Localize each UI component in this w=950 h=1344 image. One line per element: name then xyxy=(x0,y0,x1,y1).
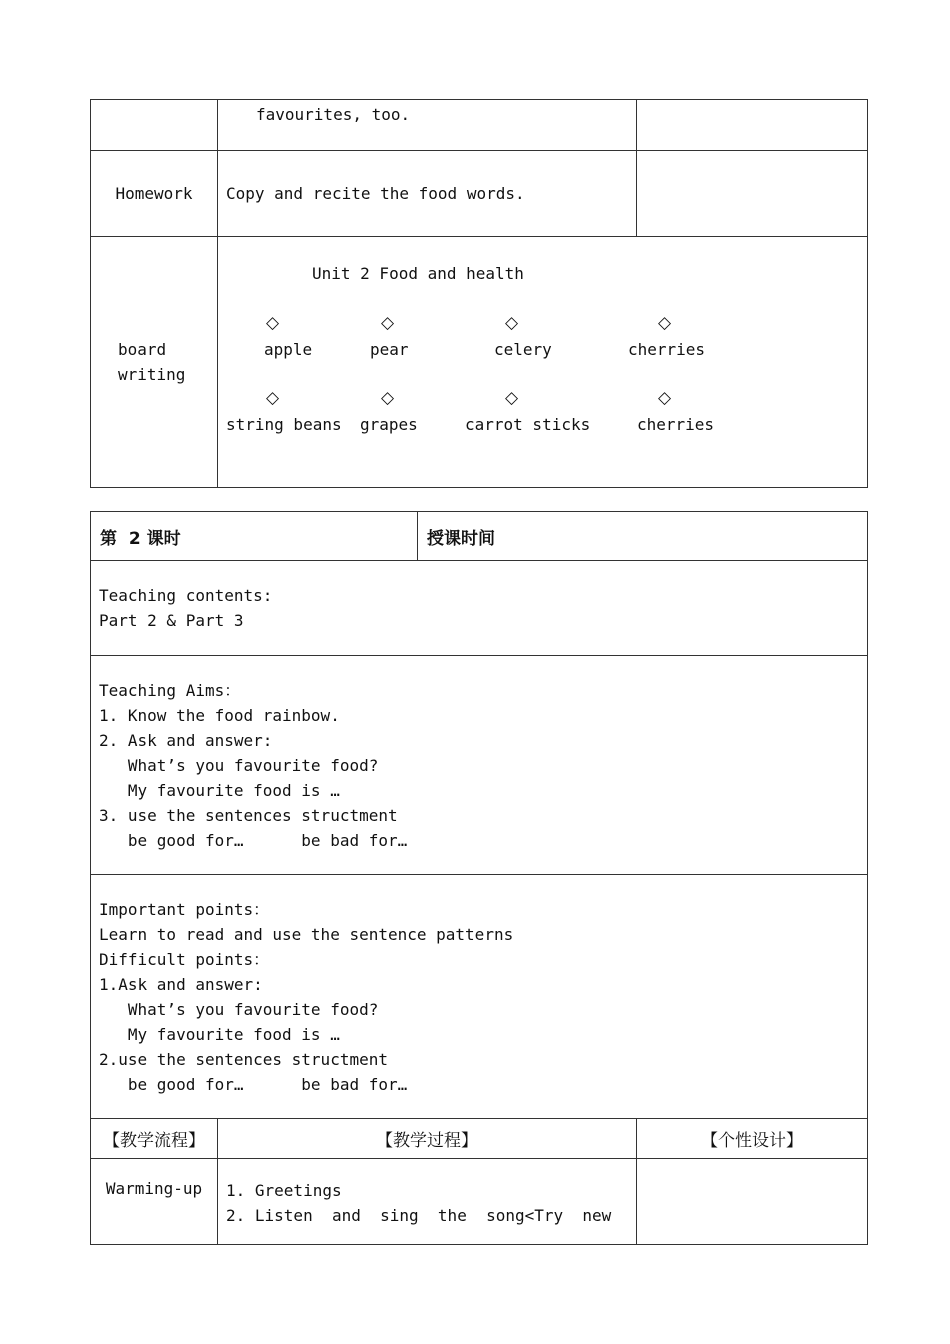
diamond-icon: ◇ xyxy=(381,313,395,333)
aims-line: be good for… be bad for… xyxy=(99,830,408,850)
aims-line: What’s you favourite food? xyxy=(99,755,379,775)
warmup-step: 1. Greetings xyxy=(226,1181,342,1200)
homework-label-cell xyxy=(91,151,218,237)
homework-content-cell xyxy=(218,151,637,237)
diamond-icon: ◇ xyxy=(658,388,672,408)
points-line: 1.Ask and answer: xyxy=(99,974,263,994)
diamond-icon: ◇ xyxy=(658,313,672,333)
points-line: What’s you favourite food? xyxy=(99,999,379,1019)
board-title: Unit 2 Food and health xyxy=(312,264,524,283)
food-word: carrot sticks xyxy=(465,415,591,434)
points-line: 2.use the sentences structment xyxy=(99,1049,388,1069)
board-writing-label-cell xyxy=(91,237,218,488)
teaching-aims-cell xyxy=(91,656,868,875)
lesson-number: 第 2 课时 xyxy=(100,528,181,549)
points-line: Important points： xyxy=(99,899,270,919)
table-row xyxy=(91,656,868,875)
lesson-table-1 xyxy=(90,99,868,488)
contents-line: Part 2 & Part 3 xyxy=(99,611,244,630)
content-cell xyxy=(218,100,637,151)
table-row xyxy=(91,512,868,561)
homework-label: Homework xyxy=(115,184,193,203)
diamond-icon: ◇ xyxy=(505,388,519,408)
table-row xyxy=(91,237,868,488)
design-header-cell xyxy=(637,1119,868,1159)
points-line: My favourite food is … xyxy=(99,1024,340,1044)
design-cell xyxy=(637,151,868,237)
board-writing-area xyxy=(218,237,866,487)
contents-line: Teaching contents: xyxy=(99,586,273,605)
aims-line: 1. Know the food rainbow. xyxy=(99,705,340,725)
lesson-number-cell xyxy=(91,512,418,561)
key-points-cell xyxy=(91,875,868,1119)
table-row xyxy=(91,100,868,151)
food-word: pear xyxy=(370,340,409,359)
teaching-time-label: 授课时间 xyxy=(427,528,495,549)
lesson-table-2 xyxy=(90,511,868,1245)
diamond-icon: ◇ xyxy=(266,313,280,333)
flow-header-cell xyxy=(91,1119,218,1159)
warmup-step: 2. Listen and sing the song<Try new xyxy=(226,1206,612,1225)
table-row xyxy=(91,151,868,237)
aims-line: 3. use the sentences structment xyxy=(99,805,398,825)
diamond-icon: ◇ xyxy=(381,388,395,408)
diamond-icon: ◇ xyxy=(266,388,280,408)
process-header: 【教学过程】 xyxy=(376,1131,478,1151)
points-line: be good for… be bad for… xyxy=(99,1074,408,1094)
table-row xyxy=(91,1159,868,1245)
homework-text: Copy and recite the food words. xyxy=(226,184,525,203)
design-cell xyxy=(637,100,868,151)
points-line: Learn to read and use the sentence patterns xyxy=(99,924,514,944)
warmup-label: Warming-up xyxy=(105,1179,203,1198)
diamond-icon: ◇ xyxy=(505,313,519,333)
food-word: cherries xyxy=(637,415,715,434)
table-row xyxy=(91,1119,868,1159)
table-row xyxy=(91,875,868,1119)
design-cell xyxy=(637,1159,868,1245)
continued-text: favourites, too. xyxy=(256,105,411,124)
board-writing-label-line-2: writing xyxy=(118,365,186,384)
food-word: apple xyxy=(264,340,313,359)
warmup-label-cell xyxy=(91,1159,218,1245)
points-line: Difficult points： xyxy=(99,949,270,969)
process-header-cell xyxy=(218,1119,637,1159)
food-word: string beans xyxy=(226,415,342,434)
board-writing-label-line-1: board xyxy=(118,340,167,359)
board-writing-cell xyxy=(218,237,868,488)
aims-line: My favourite food is … xyxy=(99,780,340,800)
food-word: celery xyxy=(494,340,552,359)
aims-line: 2. Ask and answer: xyxy=(99,730,273,750)
food-word: cherries xyxy=(628,340,706,359)
flow-header: 【教学流程】 xyxy=(103,1131,205,1151)
teaching-time-cell xyxy=(418,512,868,561)
teaching-contents-cell xyxy=(91,561,868,656)
aims-line: Teaching Aims： xyxy=(99,680,241,700)
label-cell xyxy=(91,100,218,151)
warmup-process-cell xyxy=(218,1159,637,1245)
food-word: grapes xyxy=(360,415,418,434)
design-header: 【个性设计】 xyxy=(701,1131,803,1151)
table-row xyxy=(91,561,868,656)
